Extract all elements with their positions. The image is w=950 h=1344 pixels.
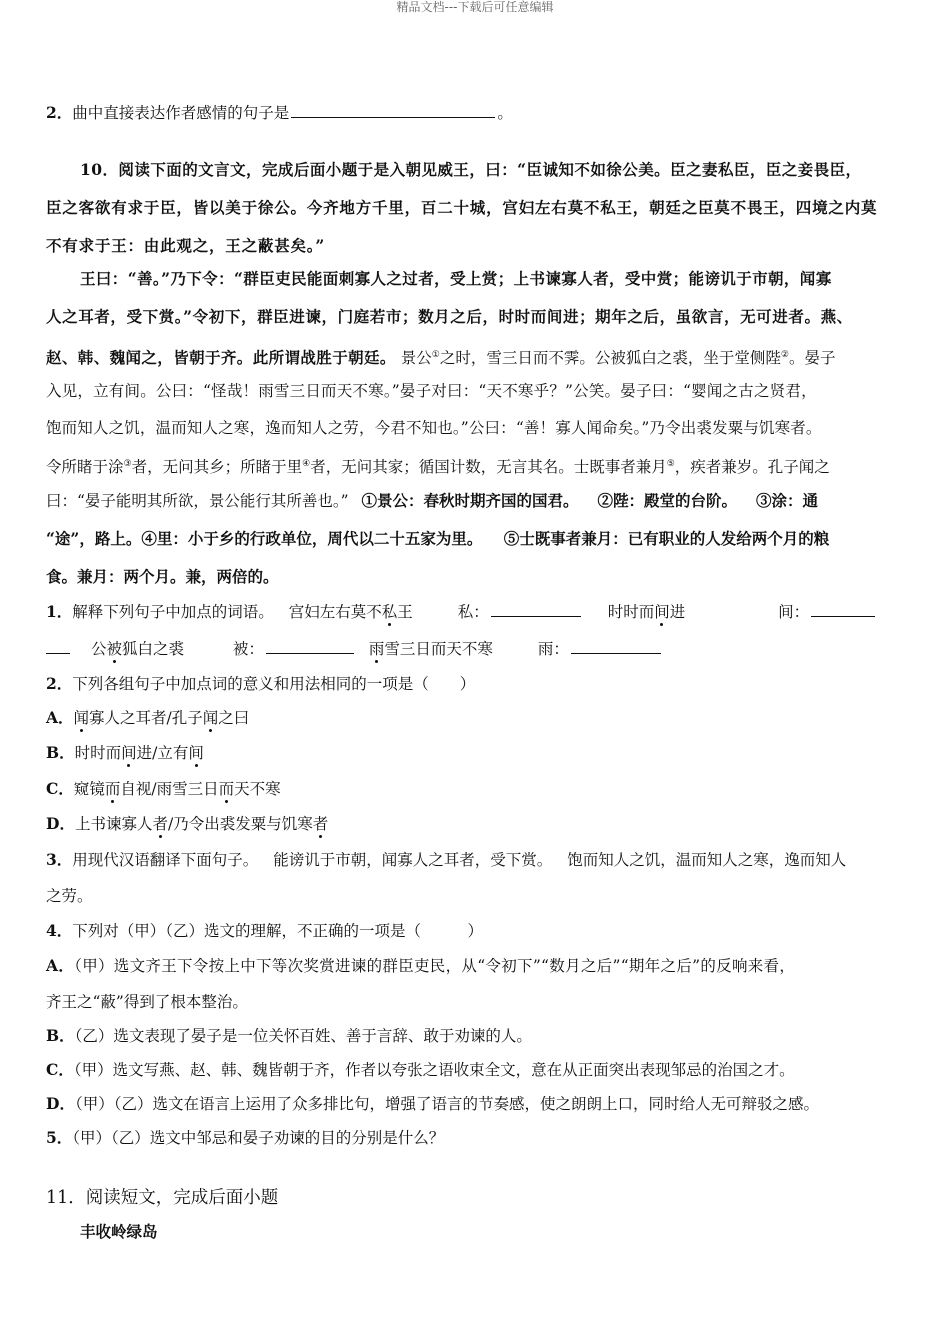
sub4-stem xyxy=(46,920,483,942)
sub4-option-b[interactable] xyxy=(46,1025,532,1047)
answer-blank-1[interactable] xyxy=(491,600,581,617)
sub3-label: 3． xyxy=(46,850,73,869)
sub2-c-text-2: 天不寒 xyxy=(234,780,281,798)
prev-q2-end: 。 xyxy=(497,104,513,122)
sub4-a-line-1: （甲）选文齐王下令按上中下等次奖赏进谏的群臣吏民，从“令初下”“数月之后”“期年之后”的反响来看， xyxy=(74,957,796,975)
sub1-s1-dotted: 私 xyxy=(381,603,398,621)
page-header: 精品文档---下载后可任意编辑 xyxy=(396,0,554,14)
q11-heading xyxy=(46,1186,278,1210)
footnote-1: ①景公：春秋时期齐国的国君。 xyxy=(361,491,579,510)
sub2-b-text-0: 时时而 xyxy=(74,744,122,762)
sub2-b-dot-2: 间 xyxy=(188,744,204,762)
sub1-s1-key: 私： xyxy=(457,603,489,621)
option-b-label: B． xyxy=(46,743,75,762)
sub1-s3-dotted: 被 xyxy=(106,640,122,658)
sub2-c-dot-1: 而 xyxy=(104,780,121,798)
sub3-sentence-1: 能谤讥于市朝，闻寡人之耳者，受下赏。 xyxy=(273,851,553,869)
answer-blank[interactable] xyxy=(291,101,495,118)
sub1-s4-dotted: 雨 xyxy=(368,640,385,658)
q10-p2-line-7a: 曰：“晏子能明其所欲，景公能行其所善也。” xyxy=(46,492,349,510)
sub1-s2b: 进 xyxy=(669,603,686,621)
answer-blank-4[interactable] xyxy=(571,637,661,654)
sub3-line-1 xyxy=(46,849,846,871)
q10-p2-line-3c: 之时，雪三日而不霁。公被狐白之裘，坐于堂侧陛 xyxy=(439,349,781,367)
q10-p2-line-6 xyxy=(46,453,830,475)
sub3-sentence-2: 饱而知人之饥，温而知人之寒，逸而知人 xyxy=(567,851,847,869)
sub2-d-text-0: 上书谏寡人 xyxy=(74,815,153,833)
sub4-option-a[interactable] xyxy=(46,955,795,977)
sub4-c-text: （甲）选文写燕、赵、韩、魏皆朝于齐，作者以夸张之语收束全文，意在从正面突出表现邹忌的治国之才。 xyxy=(73,1061,795,1079)
sub1-s2-key: 间： xyxy=(778,603,810,621)
sub4-d-text: （甲）（乙）选文在语言上运用了众多排比句，增强了语言的节奏感，使之朗朗上口，同时给人无可辩驳之感。 xyxy=(74,1095,819,1113)
sub2-c-text-0: 窥镜 xyxy=(73,780,105,798)
answer-blank-2-cont[interactable] xyxy=(46,637,70,654)
sub4-b-text: （乙）选文表现了晏子是一位关怀百姓、善于言辞、敢于劝谏的人。 xyxy=(74,1027,532,1045)
sub2-option-d[interactable] xyxy=(46,813,328,835)
sub2-d-text-1: /乃令出裘发粟与饥寒 xyxy=(167,815,313,833)
sub1-s2a: 时时而 xyxy=(607,603,655,621)
footnote-ref-2: ② xyxy=(780,350,789,360)
sub4-text: 下列对（甲）（乙）选文的理解，不正确的一项是（ ） xyxy=(72,922,484,940)
sub2-a-text-2: 之曰 xyxy=(218,709,250,727)
answer-blank-3[interactable] xyxy=(266,637,354,654)
sub2-text: 下列各组句子中加点词的意义和用法相同的一项是（ ） xyxy=(72,675,476,693)
sub4-option-a-line-2: 齐王之“蔽”得到了根本整治。 xyxy=(46,993,248,1011)
q10-p2-line-6b: 者，无问其乡；所睹于里 xyxy=(131,458,303,476)
option-d-label: D． xyxy=(46,814,75,833)
footnote-ref-4: ④ xyxy=(302,459,311,469)
q10-p2-line-3 xyxy=(46,344,835,366)
footnote-ref-5: ⑤ xyxy=(666,459,675,469)
q11-text: 阅读短文，完成后面小题 xyxy=(85,1188,279,1208)
sub2-b-dot-1: 间 xyxy=(121,744,137,762)
sub4-option-c[interactable] xyxy=(46,1059,795,1081)
q10-intro-line-1: 10．阅读下面的文言文，完成后面小题于是入朝见威王，曰：“臣诚知不如徐公美。臣之妻私臣，臣之妾畏臣， xyxy=(80,160,862,179)
sub2-d-dot-2: 者 xyxy=(312,815,329,833)
sub2-a-dot-2: 闻 xyxy=(202,709,219,727)
prev-question-2 xyxy=(46,101,513,123)
sub1-s3-key: 被： xyxy=(232,640,264,658)
q10-intro-line-3: 不有求于王：由此观之，王之蔽甚矣。” xyxy=(46,236,326,255)
prev-q2-text: 曲中直接表达作者感情的句子是 xyxy=(72,104,290,122)
sub4-label: 4． xyxy=(46,921,73,940)
sub2-option-a[interactable] xyxy=(46,707,249,729)
sub2-a-text-1: 寡人之耳者/孔子 xyxy=(89,709,203,727)
prev-q2-label: 2． xyxy=(46,103,73,122)
q10-p2-line-6a: 令所睹于涂 xyxy=(46,458,124,476)
option-c-label: C． xyxy=(46,1060,74,1079)
q10-p2-line-3b: 景公 xyxy=(400,349,432,367)
option-d-label: D． xyxy=(46,1094,75,1113)
sub1-s3a: 公 xyxy=(90,640,107,658)
sub2-c-dot-2: 而 xyxy=(218,780,235,798)
q10-p2-line-6c: 者，无问其家；循国计数，无言其名。士既事者兼月 xyxy=(310,458,667,476)
sub2-b-text-1: 进/立有 xyxy=(136,744,189,762)
option-a-label: A． xyxy=(46,708,74,727)
sub1-s4-key: 雨： xyxy=(537,640,569,658)
footnote-5: ⑤士既事者兼月：已有职业的人发给两个月的粮 xyxy=(503,529,830,548)
sub1-text: 解释下列句子中加点的词语。 xyxy=(72,603,274,621)
q10-p2-line-1: 王曰：“善。”乃下令：“群臣吏民能面刺寡人之过者，受上赏；上书谏寡人者，受中赏；能谤讥于市朝，闻寡 xyxy=(80,269,832,288)
q10-p2-line-3d: 。晏子 xyxy=(788,349,836,367)
q11-label: 11． xyxy=(46,1188,86,1208)
q11-passage-title: 丰收岭绿岛 xyxy=(80,1222,158,1241)
sub1-line-2 xyxy=(46,637,663,659)
option-a-label: A． xyxy=(46,956,75,975)
q10-p2-line-2: 人之耳者，受下赏。”令初下，群臣进谏，门庭若市；数月之后，时时而间进；期年之后，虽欲言，无可进者。燕、 xyxy=(46,307,853,326)
q10-p2-line-5: 饱而知人之饥，温而知人之寒，逸而知人之劳，今君不知也。”公曰：“善！寡人闻命矣。”乃令出裘发粟与饥寒者。 xyxy=(46,419,822,437)
sub2-d-dot-1: 者 xyxy=(152,815,168,833)
sub1-s1a: 宫妇左右莫不 xyxy=(288,603,382,621)
sub3-line-2: 之劳。 xyxy=(46,887,93,905)
footnote-2: ②陛：殿堂的台阶。 xyxy=(597,491,738,510)
q10-p2-line-7 xyxy=(46,490,818,512)
sub2-a-dot-1: 闻 xyxy=(73,709,90,727)
option-b-label: B． xyxy=(46,1026,75,1045)
footnote-3: ③涂：通 xyxy=(755,491,818,510)
sub1-s3b: 狐白之裘 xyxy=(121,640,184,658)
sub1-s4b: 雪三日而天不寒 xyxy=(384,640,493,658)
footnote-ref-1: ① xyxy=(431,350,440,360)
answer-blank-2[interactable] xyxy=(811,600,875,617)
footnote-ref-3: ③ xyxy=(123,459,132,469)
sub5-label: 5． xyxy=(46,1128,73,1147)
sub1-s1b: 王 xyxy=(397,603,413,621)
sub2-stem xyxy=(46,673,475,695)
sub2-label: 2． xyxy=(46,674,73,693)
sub2-c-text-1: 自视/雨雪三日 xyxy=(120,780,219,798)
sub1-s2-dotted: 间 xyxy=(654,603,670,621)
q10-p2-line-6d: ，疾者兼岁。孔子闻之 xyxy=(674,458,830,476)
sub2-option-c[interactable] xyxy=(46,778,281,800)
sub5-text: （甲）（乙）选文中邹忌和晏子劝谏的目的分别是什么？ xyxy=(72,1129,445,1147)
sub4-option-d[interactable] xyxy=(46,1093,819,1115)
q10-p2-line-8 xyxy=(46,528,829,550)
q10-intro-line-2: 臣之客欲有求于臣，皆以美于徐公。今齐地方千里，百二十城，宫妇左右莫不私王，朝廷之臣莫不畏王，四境之内莫 xyxy=(46,198,878,217)
sub3-text: 用现代汉语翻译下面句子。 xyxy=(72,851,259,869)
q10-p2-line-9: 食。兼月：两个月。兼，两倍的。 xyxy=(46,567,279,586)
q10-p2-line-3a: 赵、韩、魏闻之，皆朝于齐。此所谓战胜于朝廷。 xyxy=(46,348,396,367)
sub1-label: 1． xyxy=(46,602,73,621)
footnote-3-4: “途”，路上。④里：小于乡的行政单位，周代以二十五家为里。 xyxy=(46,529,483,548)
sub1-line-1 xyxy=(46,600,877,622)
q10-p2-line-4: 入见，立有间。公曰：“怪哉！雨雪三日而天不寒。”晏子对曰：“天不寒乎？”公笑。晏子曰：“婴闻之古之贤君， xyxy=(46,382,817,400)
option-c-label: C． xyxy=(46,779,74,798)
sub5 xyxy=(46,1127,444,1149)
sub2-option-b[interactable] xyxy=(46,742,204,764)
